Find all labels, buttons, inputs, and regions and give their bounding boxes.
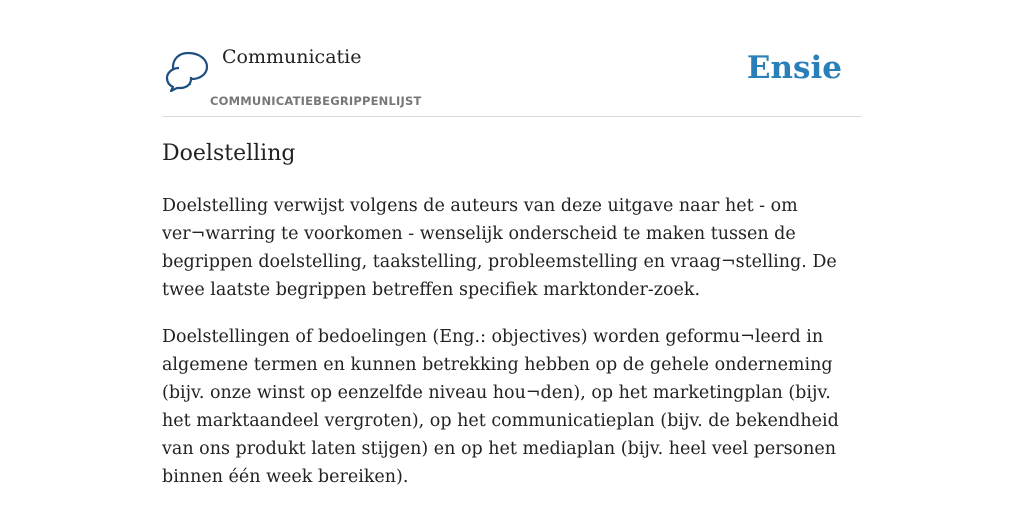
article-heading: Doelstelling [162, 141, 296, 166]
header [162, 40, 862, 117]
category-title[interactable]: Communicatie [222, 46, 362, 68]
speech-bubbles-icon[interactable] [164, 50, 210, 92]
article-paragraph: Doelstelling verwijst volgens de auteurs van deze uitgave naar het - om ver¬warring te voorkomen - wenselijk onderscheid te maken tussen de begrippen doelstelling, taakstelling, probleemstelling en vraag¬stelling. De twee laatste begrippen betreffen specifiek marktonder-zoek. [162, 196, 837, 300]
article-paragraph: Doelstellingen of bedoelingen (Eng.: objectives) worden geformu¬leerd in algemene termen en kunnen betrekking hebben op de gehele onderneming (bijv. onze winst op eenzelfde niveau hou¬den), op het marketingplan (bijv. het marktaandeel vergroten), op het communicatieplan (bijv. de bekendheid van ons produkt laten stijgen) en op het mediaplan (bijv. heel veel personen binnen één week bereiken). [162, 327, 839, 487]
category-subtitle[interactable]: COMMUNICATIEBEGRIPPENLIJST [210, 94, 422, 108]
ensie-brand-link[interactable]: Ensie [746, 50, 842, 86]
article [162, 138, 862, 491]
